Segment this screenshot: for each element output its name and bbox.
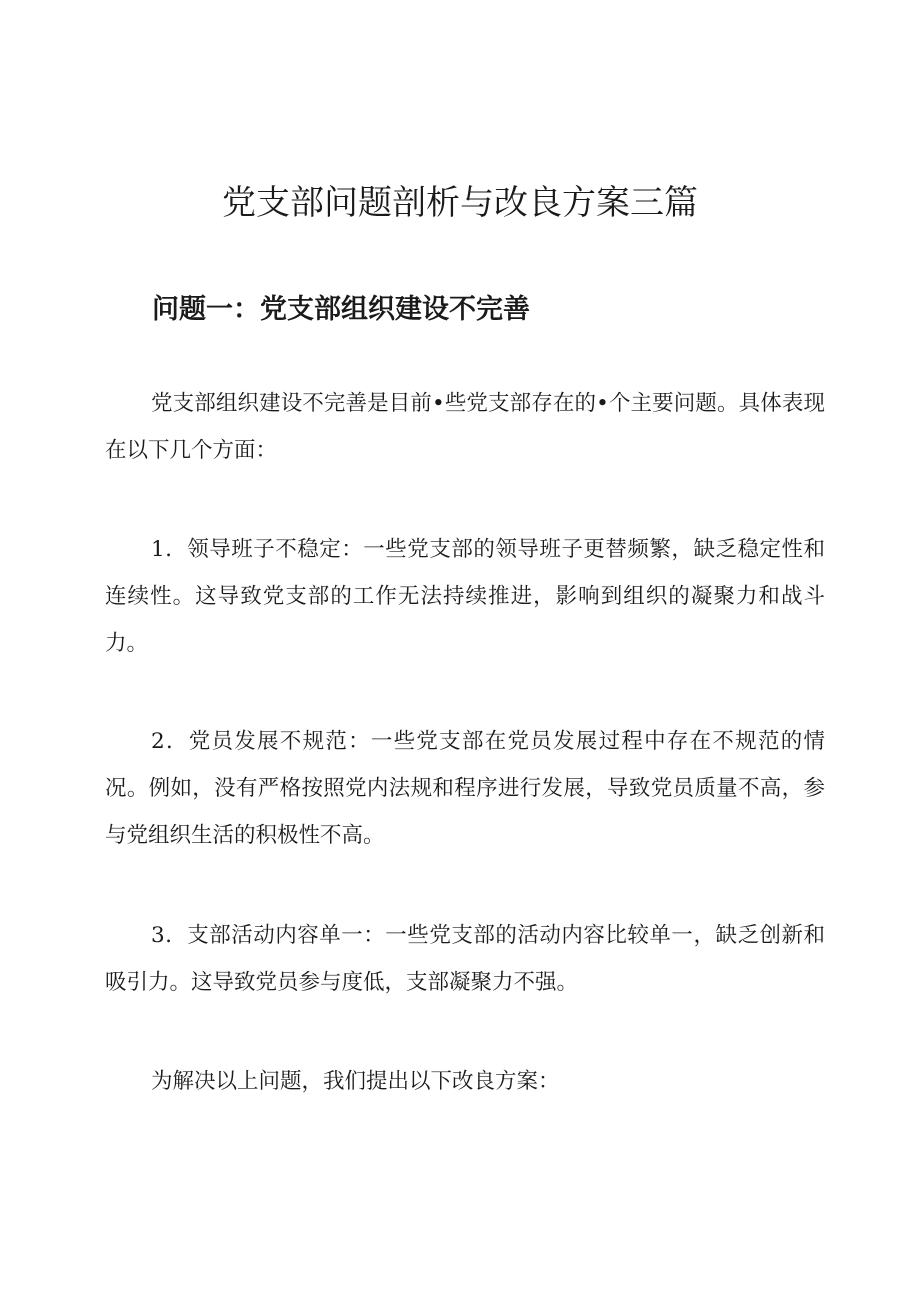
conclusion-paragraph: 为解决以上问题，我们提出以下改良方案： bbox=[151, 1069, 560, 1094]
document-title: 党支部问题剖析与改良方案三篇 bbox=[222, 183, 698, 223]
intro-paragraph: 党支部组织建设不完善是目前•些党支部存在的•个主要问题。具体表现在以下几个方面： bbox=[105, 391, 825, 463]
list-item-3: 3．支部活动内容单一：一些党支部的活动内容比较单一，缺乏创新和吸引力。这导致党员参与度低，支部凝聚力不强。 bbox=[105, 923, 825, 995]
list-item-2: 2．党员发展不规范：一些党支部在党员发展过程中存在不规范的情况。例如，没有严格按照党内法规和程序进行发展，导致党员质量不高，参与党组织生活的积极性不高。 bbox=[105, 729, 825, 848]
section-heading: 问题一：党支部组织建设不完善 bbox=[152, 294, 530, 325]
list-item-1: 1．领导班子不稳定：一些党支部的领导班子更替频繁，缺乏稳定性和连续性。这导致党支部的工作无法持续推进，影响到组织的凝聚力和战斗力。 bbox=[105, 537, 825, 656]
